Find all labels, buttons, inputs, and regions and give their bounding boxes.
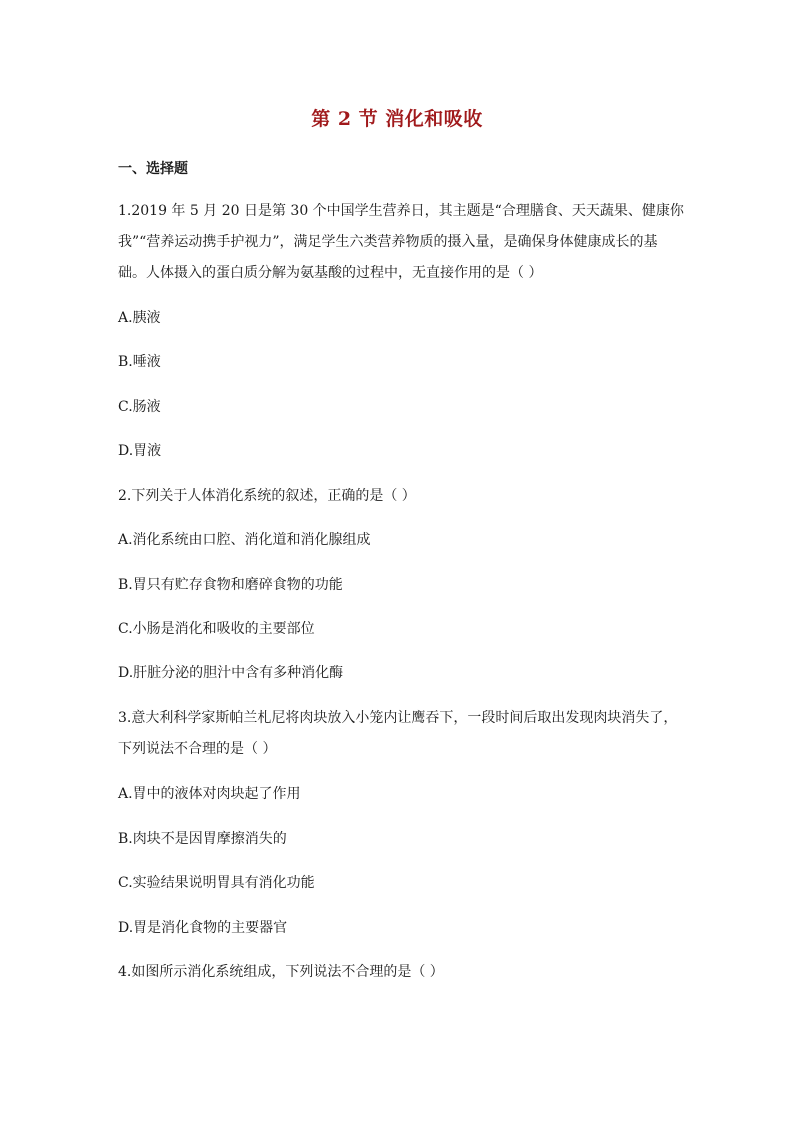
page-title: 第 2 节 消化和吸收	[311, 108, 483, 130]
section-heading: 一、选择题	[118, 161, 188, 177]
question-3-option-a: A.胃中的液体对肉块起了作用	[118, 786, 301, 802]
question-1-line-1: 1.2019 年 5 月 20 日是第 30 个中国学生营养日，其主题是“合理膳食、天天蔬果、健康你	[118, 203, 684, 219]
question-3-option-c: C.实验结果说明胃具有消化功能	[118, 875, 315, 891]
question-2-line-1: 2.下列关于人体消化系统的叙述，正确的是（ ）	[118, 488, 416, 504]
question-1-line-2: 我”“营养运动携手护视力”，满足学生六类营养物质的摄入量，是确保身体健康成长的基	[118, 234, 658, 250]
question-1-option-a: A.胰液	[118, 310, 161, 326]
question-1-option-b: B.唾液	[118, 354, 161, 370]
question-3-option-d: D.胃是消化食物的主要器官	[118, 920, 288, 936]
question-2-option-a: A.消化系统由口腔、消化道和消化腺组成	[118, 532, 371, 548]
question-2-option-b: B.胃只有贮存食物和磨碎食物的功能	[118, 577, 343, 593]
question-3-line-1: 3.意大利科学家斯帕兰札尼将肉块放入小笼内让鹰吞下，一段时间后取出发现肉块消失了，	[118, 710, 678, 726]
question-4-line-1: 4.如图所示消化系统组成，下列说法不合理的是（ ）	[118, 964, 444, 980]
question-2-option-c: C.小肠是消化和吸收的主要部位	[118, 621, 315, 637]
question-2-option-d: D.肝脏分泌的胆汁中含有多种消化酶	[118, 665, 344, 681]
question-1-option-c: C.肠液	[118, 399, 161, 415]
question-1-option-d: D.胃液	[118, 443, 162, 459]
question-3-line-2: 下列说法不合理的是（ ）	[118, 741, 277, 757]
question-3-option-b: B.肉块不是因胃摩擦消失的	[118, 831, 287, 847]
question-1-line-3: 础。人体摄入的蛋白质分解为氨基酸的过程中，无直接作用的是（ ）	[118, 265, 543, 281]
